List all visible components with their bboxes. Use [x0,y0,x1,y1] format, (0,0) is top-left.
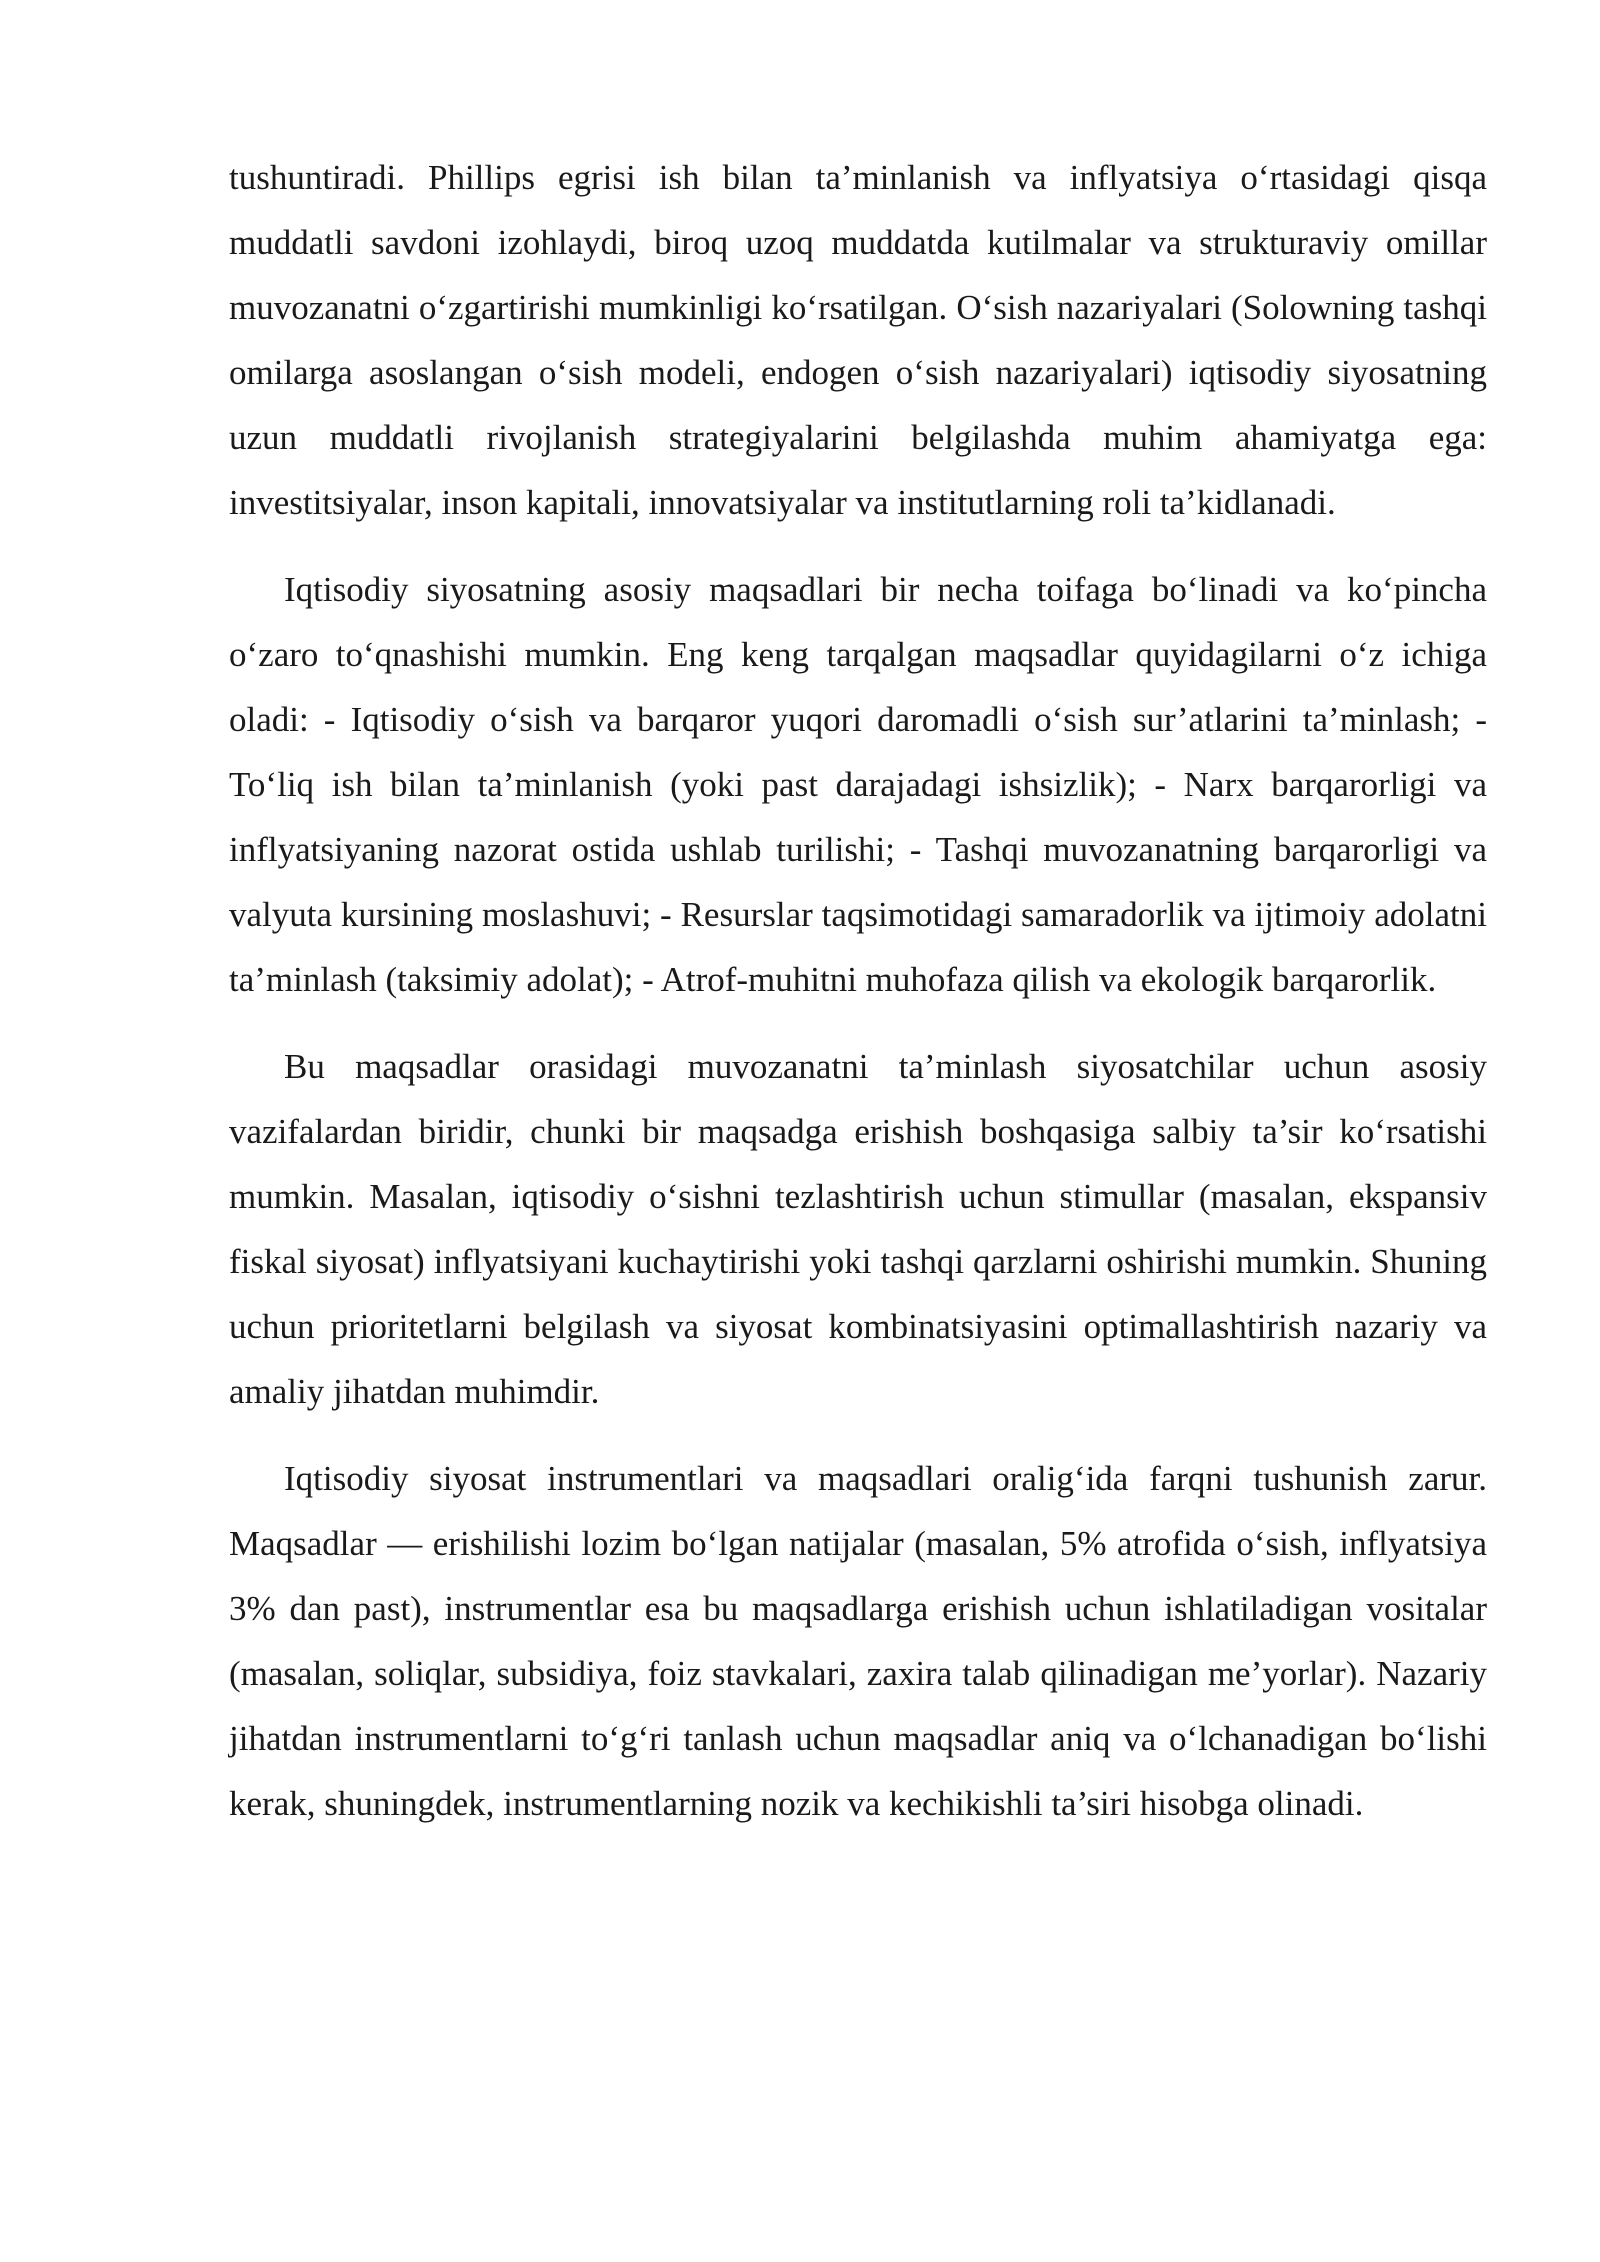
body-text [229,145,1487,1858]
paragraph-instruments-vs-goals: Iqtisodiy siyosat instrumentlari va maqsadlari oralig‘ida farqni tushunish zarur. Maqsadlar — erishilishi lozim bo‘lgan natijalar (masalan, 5% atrofida o‘sish, inflyatsiya 3% dan past), instrumentlar esa bu maqsadlarga erishish uchun ishlatiladigan vositalar (masalan, soliqlar, subsidiya, foiz stavkalari, zaxira talab qilinadigan me’yorlar). Nazariy jihatdan instrumentlarni to‘g‘ri tanlash uchun maqsadlar aniq va o‘lchanadigan bo‘lishi kerak, shuningdek, instrumentlarning nozik va kechikishli ta’siri hisobga olinadi. [229,1459,1487,1823]
paragraph-continuation: tushuntiradi. Phillips egrisi ish bilan ta’minlanish va inflyatsiya o‘rtasidagi qisqa muddatli savdoni izohlaydi, biroq uzoq muddatda kutilmalar va strukturaviy omillar muvozanatni o‘zgartirishi mumkinligi ko‘rsatilgan. O‘sish nazariyalari (Solowning tashqi omilarga asoslangan o‘sish modeli, endogen o‘sish nazariyalari) iqtisodiy siyosatning uzun muddatli rivojlanish strategiyalarini belgilashda muhim ahamiyatga ega: investitsiyalar, inson kapitali, innovatsiyalar va institutlarning roli ta’kidlanadi. [229,158,1487,522]
paragraph-policy-goals: Iqtisodiy siyosatning asosiy maqsadlari bir necha toifaga bo‘linadi va ko‘pincha o‘zaro to‘qnashishi mumkin. Eng keng tarqalgan maqsadlar quyidagilarni o‘z ichiga oladi: - Iqtisodiy o‘sish va barqaror yuqori daromadli o‘sish sur’atlarini ta’minlash; - To‘liq ish bilan ta’minlanish (yoki past darajadagi ishsizlik); - Narx barqarorligi va inflyatsiyaning nazorat ostida ushlab turilishi; - Tashqi muvozanatning barqarorligi va valyuta kursining moslashuvi; - Resurslar taqsimotidagi samaradorlik va ijtimoiy adolatni ta’minlash (taksimiy adolat); - Atrof-muhitni muhofaza qilish va ekologik barqarorlik. [229,570,1487,999]
paragraph-goal-balance: Bu maqsadlar orasidagi muvozanatni ta’minlash siyosatchilar uchun asosiy vazifalardan biridir, chunki bir maqsadga erishish boshqasiga salbiy ta’sir ko‘rsatishi mumkin. Masalan, iqtisodiy o‘sishni tezlashtirish uchun stimullar (masalan, ekspansiv fiskal siyosat) inflyatsiyani kuchaytirishi yoki tashqi qarzlarni oshirishi mumkin. Shuning uchun prioritetlarni belgilash va siyosat kombinatsiyasini optimallashtirish nazariy va amaliy jihatdan muhimdir. [229,1047,1487,1411]
